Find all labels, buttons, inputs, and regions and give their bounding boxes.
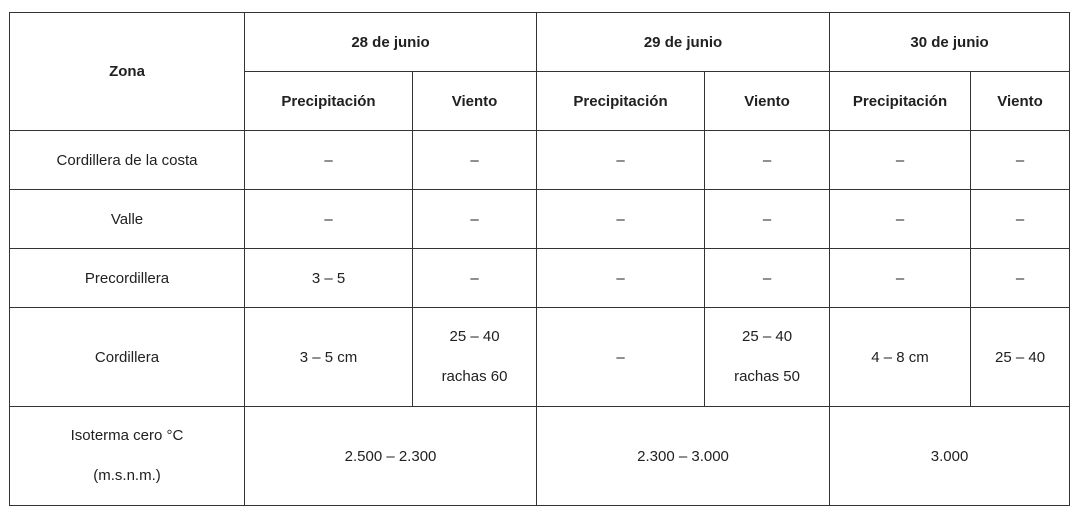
wind-speed: 25 – 40 bbox=[449, 328, 500, 345]
value-cell: – bbox=[537, 308, 705, 407]
value-cell: 25 – 40 bbox=[971, 308, 1070, 407]
zone-cell: Cordillera de la costa bbox=[10, 131, 245, 190]
value-cell bbox=[705, 308, 830, 407]
date-header-3: 30 de junio bbox=[830, 13, 1070, 72]
value-cell: – bbox=[705, 249, 830, 308]
isotherm-label: Isoterma cero °C bbox=[70, 427, 184, 444]
value-cell: – bbox=[413, 190, 537, 249]
value-cell: – bbox=[705, 131, 830, 190]
value-cell: – bbox=[971, 131, 1070, 190]
isotherm-unit: (m.s.n.m.) bbox=[93, 467, 161, 484]
isotherm-value: 2.500 – 2.300 bbox=[245, 407, 537, 506]
zone-cell: Valle bbox=[10, 190, 245, 249]
value-cell: – bbox=[413, 249, 537, 308]
table-row bbox=[10, 131, 1070, 190]
header-row-dates bbox=[10, 13, 1070, 72]
zone-cell: Cordillera bbox=[10, 308, 245, 407]
date-header-2: 29 de junio bbox=[537, 13, 830, 72]
value-cell: – bbox=[413, 131, 537, 190]
forecast-table bbox=[9, 12, 1070, 506]
wind-header: Viento bbox=[413, 72, 537, 131]
precip-header: Precipitación bbox=[537, 72, 705, 131]
value-cell: – bbox=[830, 131, 971, 190]
table-row bbox=[10, 249, 1070, 308]
value-cell: – bbox=[245, 131, 413, 190]
value-cell bbox=[413, 308, 537, 407]
value-cell: – bbox=[971, 249, 1070, 308]
zone-cell: Precordillera bbox=[10, 249, 245, 308]
value-cell: 3 – 5 bbox=[245, 249, 413, 308]
wind-header: Viento bbox=[705, 72, 830, 131]
value-cell: 4 – 8 cm bbox=[830, 308, 971, 407]
wind-speed: 25 – 40 bbox=[742, 328, 793, 345]
precip-header: Precipitación bbox=[245, 72, 413, 131]
table-row bbox=[10, 308, 1070, 407]
isotherm-label-cell bbox=[10, 407, 245, 506]
table-row-isotherm bbox=[10, 407, 1070, 506]
isotherm-value: 2.300 – 3.000 bbox=[537, 407, 830, 506]
value-cell: – bbox=[537, 131, 705, 190]
value-cell: – bbox=[537, 249, 705, 308]
wind-gusts: rachas 60 bbox=[441, 368, 508, 385]
value-cell: – bbox=[830, 249, 971, 308]
wind-gusts: rachas 50 bbox=[734, 368, 800, 385]
value-cell: – bbox=[705, 190, 830, 249]
table-row bbox=[10, 190, 1070, 249]
isotherm-value: 3.000 bbox=[830, 407, 1070, 506]
wind-header: Viento bbox=[971, 72, 1070, 131]
value-cell: – bbox=[537, 190, 705, 249]
value-cell: – bbox=[971, 190, 1070, 249]
value-cell: – bbox=[245, 190, 413, 249]
value-cell: 3 – 5 cm bbox=[245, 308, 413, 407]
zone-header: Zona bbox=[10, 13, 245, 131]
date-header-1: 28 de junio bbox=[245, 13, 537, 72]
value-cell: – bbox=[830, 190, 971, 249]
precip-header: Precipitación bbox=[830, 72, 971, 131]
